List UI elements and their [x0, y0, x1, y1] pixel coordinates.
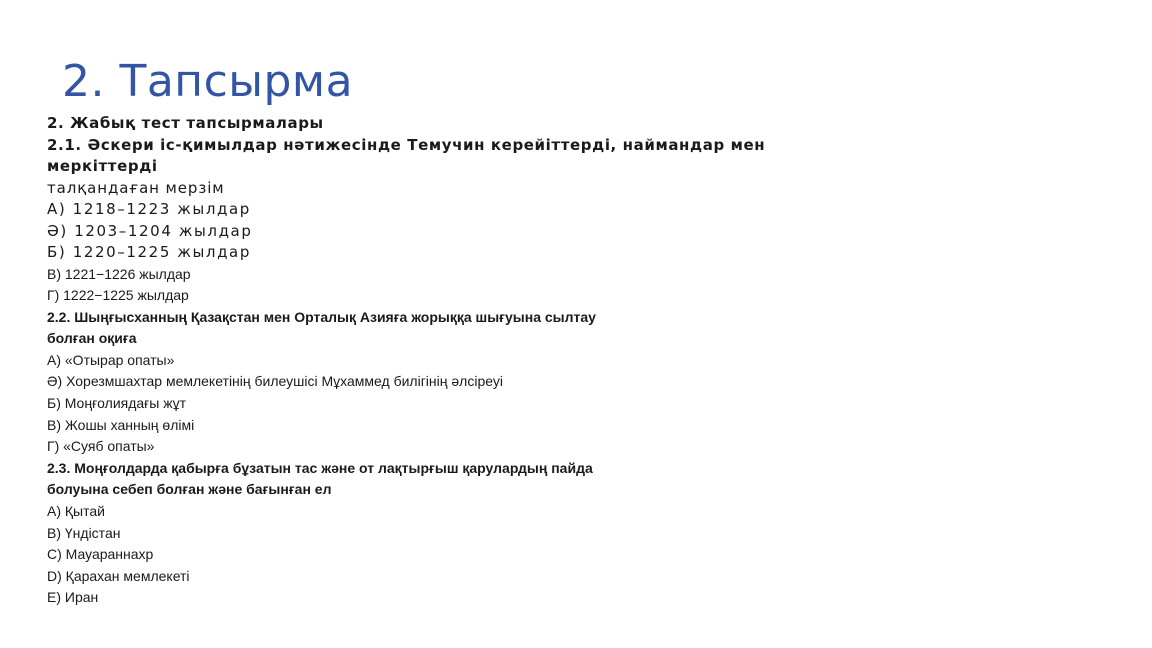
question-2-2 — [47, 307, 927, 458]
section-heading: 2. Жабық тест тапсырмалары — [47, 114, 324, 132]
answer-option: Б) 1220–1225 жылдар — [47, 243, 251, 261]
answer-option: Г) «Суяб опаты» — [47, 438, 155, 455]
answer-option: А) «Отырар опаты» — [47, 351, 175, 368]
answer-option: В) Жошы ханның өлімі — [47, 416, 195, 433]
answer-option: А) 1218–1223 жылдар — [47, 200, 251, 218]
slide-content — [47, 113, 927, 609]
answer-option: В) 1221−1226 жылдар — [47, 265, 191, 282]
question-text: болған оқиға — [47, 330, 137, 347]
slide-title: 2. Тапсырма — [62, 56, 354, 107]
answer-option: C) Мауараннахр — [47, 546, 154, 563]
answer-option: E) Иран — [47, 589, 99, 606]
question-2-3 — [47, 458, 927, 609]
question-2-1 — [47, 135, 927, 307]
answer-option: D) Қарахан мемлекеті — [47, 567, 190, 584]
answer-option: Ә) Хорезмшахтар мемлекетінің билеушісі Мұхаммед билігінің әлсіреуі — [47, 373, 503, 390]
question-text: 2.3. Моңғолдарда қабырға бұзатын тас және от лақтырғыш қарулардың пайда — [47, 459, 593, 476]
question-text: 2.2. Шыңғысханның Қазақстан мен Орталық Азияға жорыққа шығуына сылтау — [47, 308, 596, 325]
answer-option: Г) 1222−1225 жылдар — [47, 287, 189, 304]
question-text: талқандаған мерзім — [47, 178, 225, 197]
question-text: меркіттерді — [47, 157, 158, 175]
answer-option: A) Қытай — [47, 503, 105, 520]
question-text: болуына себеп болған және бағынған ел — [47, 481, 332, 498]
answer-option: Б) Моңғолиядағы жұт — [47, 395, 187, 412]
answer-option: B) Үндістан — [47, 524, 121, 541]
answer-option: Ә) 1203–1204 жылдар — [47, 221, 253, 240]
question-text: 2.1. Әскери іс-қимылдар нәтижесінде Темучин керейіттерді, наймандар мен — [47, 135, 766, 154]
